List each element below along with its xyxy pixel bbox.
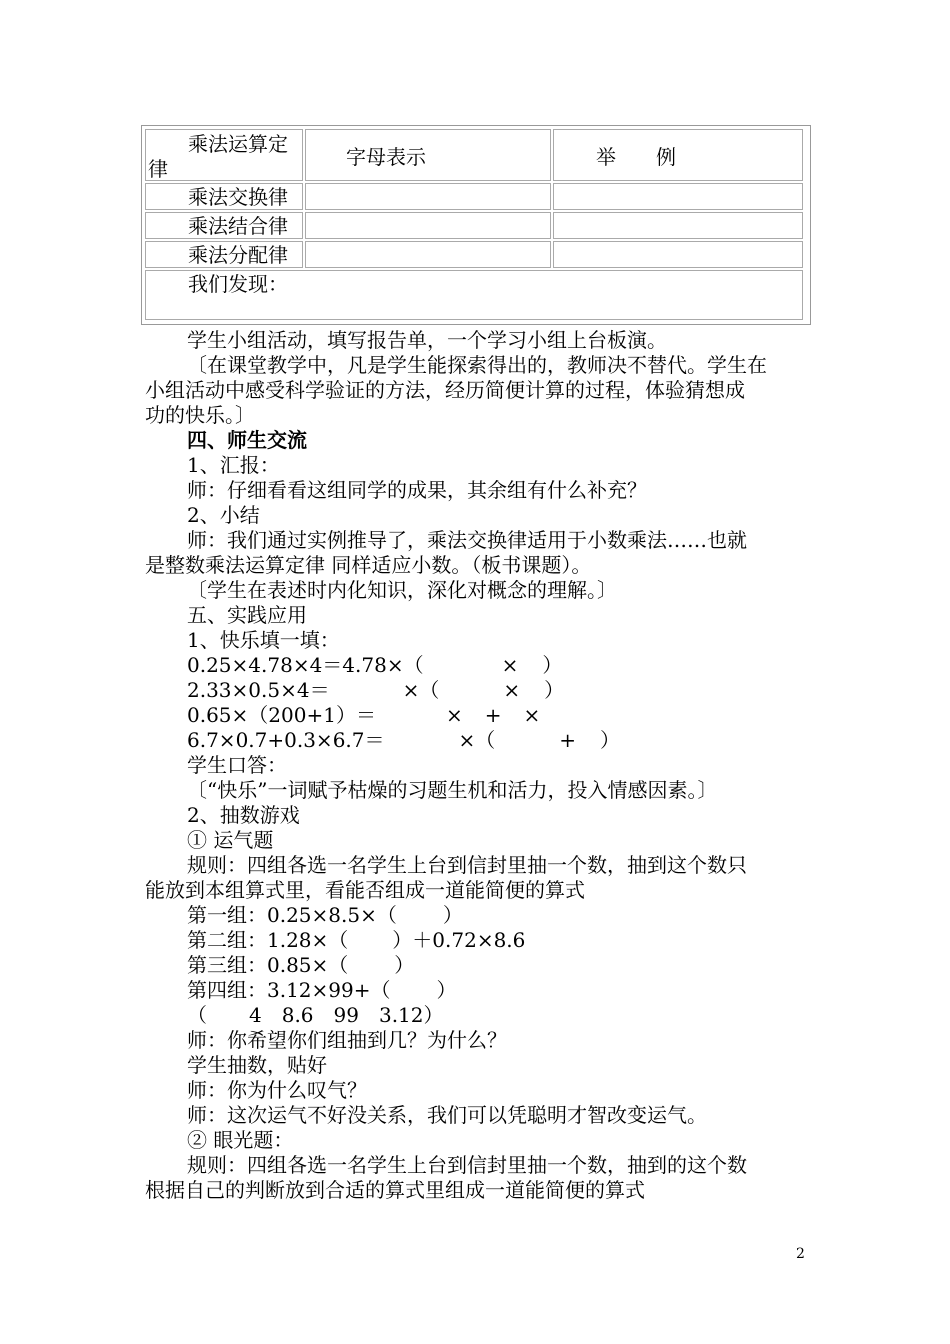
exercise-text: ×	[523, 703, 541, 727]
paragraph-line: 能放到本组算式里，看能否组成一道能简便的算式	[145, 878, 585, 902]
group-line	[187, 928, 525, 953]
paragraph-line: 师：你希望你们组抽到几？为什么？	[187, 1028, 507, 1052]
paragraph-line: 是整数乘法运算定律 同样适应小数。（板书课题）。	[145, 553, 592, 577]
row-example-cell	[553, 212, 803, 239]
row-law-name	[145, 241, 303, 268]
exercise-text: 0.25×4.78×4＝4.78×（	[187, 653, 424, 677]
exercise-text: ×（	[402, 678, 440, 702]
paragraph-line: 师：你为什么叹气？	[187, 1078, 367, 1102]
paragraph-line: ② 眼光题：	[187, 1128, 294, 1152]
paragraph-line: 学生抽数，贴好	[187, 1053, 327, 1077]
exercise-text: ×	[501, 653, 519, 677]
paragraph-line: 小组活动中感受科学验证的方法，经历简便计算的过程，体验猜想成	[145, 378, 745, 402]
group-line	[187, 903, 463, 928]
exercise-text: +	[484, 703, 502, 727]
exercise-line	[187, 653, 562, 678]
exercise-line	[187, 703, 540, 728]
group-text: ）	[442, 903, 463, 927]
group-text: ）	[436, 978, 457, 1002]
number-options-text: 4 8.6 99 3.12）	[249, 1003, 444, 1027]
exercise-text: ）	[600, 728, 621, 752]
exercise-text: ×	[445, 703, 463, 727]
law-commutative: 乘法交换律	[188, 185, 288, 209]
group-text: 第一组：0.25×8.5×（	[187, 903, 397, 927]
paragraph-line: 〔学生在表述时内化知识，深化对概念的理解。〕	[187, 578, 617, 602]
paragraph-line: 1、快乐填一填：	[187, 628, 340, 652]
section-heading: 五、实践应用	[187, 603, 307, 627]
exercise-text: 6.7×0.7+0.3×6.7＝	[187, 728, 385, 752]
row-example-cell	[553, 241, 803, 268]
discovery-cell	[145, 270, 803, 320]
paragraph-line: 根据自己的判断放到合适的算式里组成一道能简便的算式	[145, 1178, 645, 1202]
paragraph-line: 功的快乐。〕	[145, 403, 255, 427]
exercise-text: 2.33×0.5×4＝	[187, 678, 330, 702]
exercise-text: ）	[542, 653, 563, 677]
group-text: 第二组：1.28×（	[187, 928, 349, 952]
row-letters-cell	[305, 212, 551, 239]
paragraph-line: 师：我们通过实例推导了，乘法交换律适用于小数乘法……也就	[187, 528, 747, 552]
paragraph-line: 师：这次运气不好没关系，我们可以凭聪明才智改变运气。	[187, 1103, 707, 1127]
paragraph-line: 学生小组活动，填写报告单，一个学习小组上台板演。	[187, 328, 667, 352]
row-law-name	[145, 212, 303, 239]
paragraph-line: 1、汇报：	[187, 453, 280, 477]
header-letters-label: 字母表示	[346, 145, 426, 169]
header-cell-letters	[305, 129, 551, 181]
exercise-text: ×（	[458, 728, 496, 752]
exercise-text: +	[559, 728, 577, 752]
paragraph-line: 学生口答：	[187, 753, 287, 777]
header-law-part1: 乘法运算定	[188, 132, 288, 156]
group-line	[187, 953, 414, 978]
group-line	[187, 978, 457, 1003]
page-number: 2	[796, 1246, 805, 1262]
row-example-cell	[553, 183, 803, 210]
paragraph-line: 2、抽数游戏	[187, 803, 300, 827]
law-associative: 乘法结合律	[188, 214, 288, 238]
header-example-label: 举 例	[596, 145, 676, 169]
number-options-text: （	[187, 1003, 207, 1027]
law-distributive: 乘法分配律	[188, 243, 288, 267]
paragraph-line: 2、小结	[187, 503, 260, 527]
exercise-text: ）	[544, 678, 565, 702]
exercise-text: ×	[503, 678, 521, 702]
multiplication-law-table	[141, 125, 811, 325]
paragraph-line: 师：仔细看看这组同学的成果，其余组有什么补充？	[187, 478, 647, 502]
exercise-text: 0.65×（200+1）＝	[187, 703, 376, 727]
group-text: 第四组：3.12×99+（	[187, 978, 391, 1002]
paragraph-line: 〔在课堂教学中，凡是学生能探索得出的，教师决不替代。学生在	[187, 353, 767, 377]
row-letters-cell	[305, 183, 551, 210]
group-text: ）	[394, 953, 415, 977]
number-options	[187, 1003, 444, 1028]
group-text: ）＋0.72×8.6	[392, 928, 526, 952]
exercise-line	[187, 728, 620, 753]
group-text: 第三组：0.85×（	[187, 953, 349, 977]
row-law-name	[145, 183, 303, 210]
paragraph-line: 规则：四组各选一名学生上台到信封里抽一个数，抽到的这个数	[187, 1153, 747, 1177]
section-heading: 四、师生交流	[187, 428, 307, 452]
header-cell-example	[553, 129, 803, 181]
exercise-line	[187, 678, 564, 703]
header-law-part2: 律	[148, 157, 168, 181]
discovery-label: 我们发现：	[188, 272, 288, 296]
header-cell-law	[145, 129, 303, 181]
paragraph-line: 规则：四组各选一名学生上台到信封里抽一个数，抽到这个数只	[187, 853, 747, 877]
paragraph-line: 〔“快乐”一词赋予枯燥的习题生机和活力，投入情感因素。〕	[187, 778, 718, 802]
row-letters-cell	[305, 241, 551, 268]
paragraph-line: ① 运气题	[187, 828, 274, 852]
